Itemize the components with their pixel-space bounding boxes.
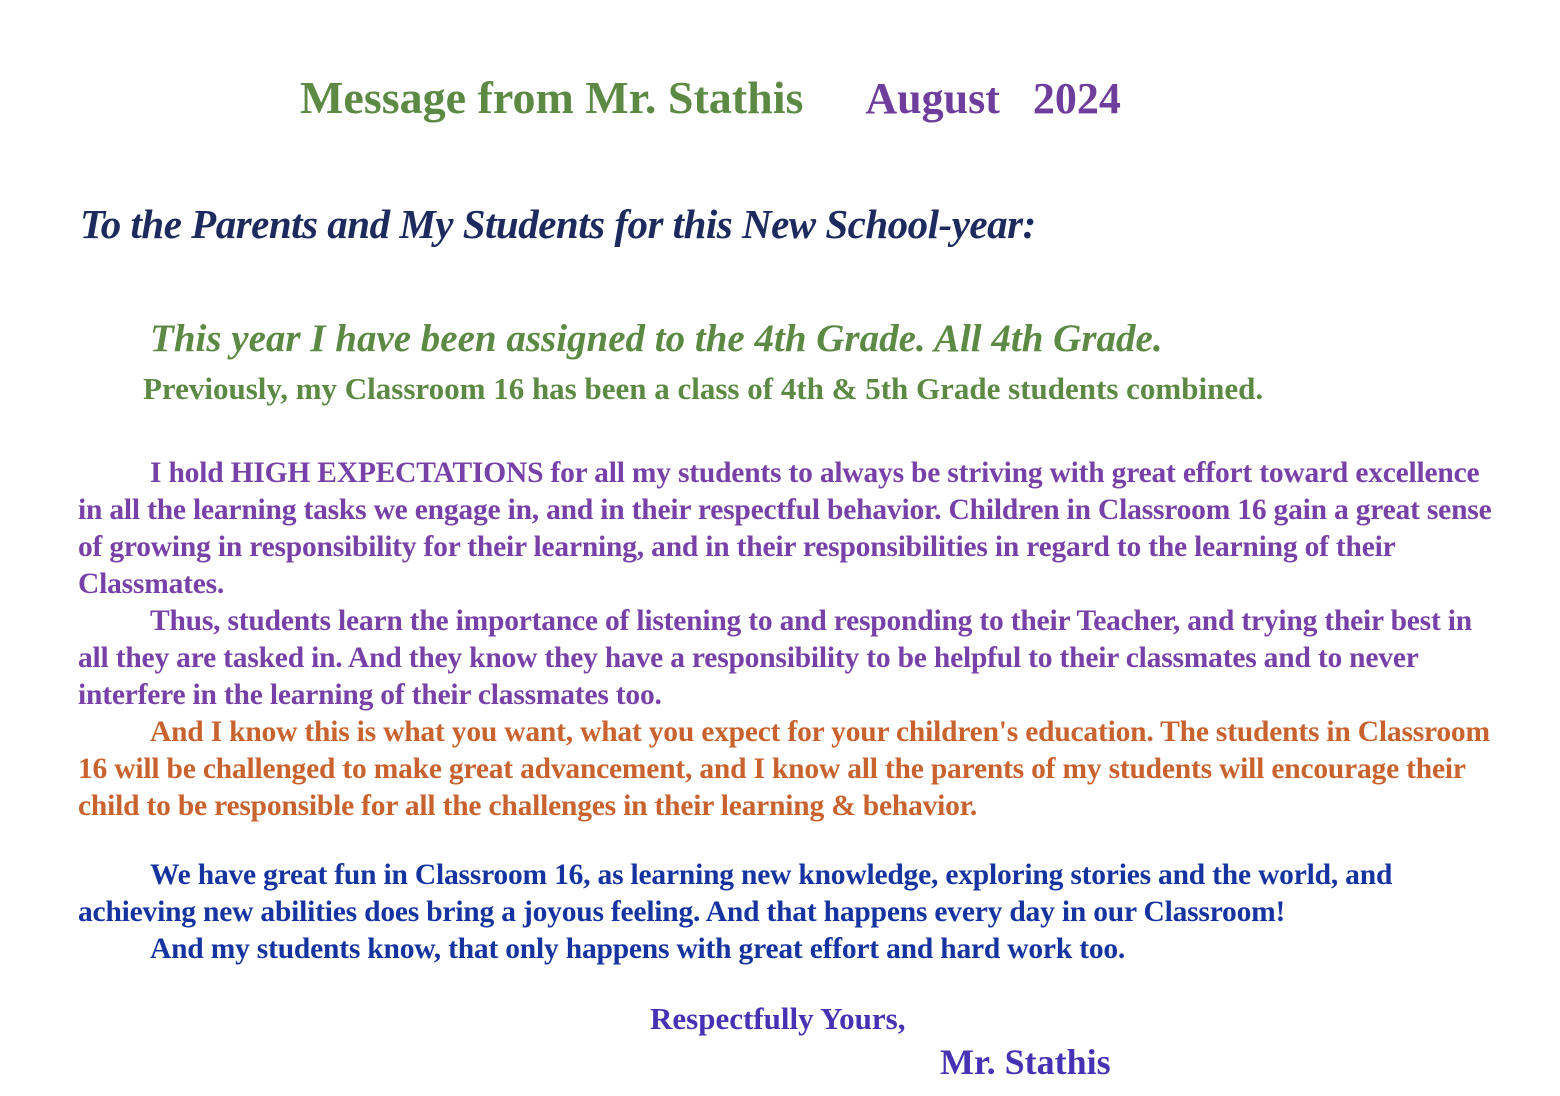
document-date: August 2024 — [865, 74, 1121, 123]
paragraph-classroom-fun: We have great fun in Classroom 16, as learning new knowledge, exploring stories and the world, and achieving new abilities does bring a joyous feeling. And that happens every day in our Classroom! — [78, 859, 1393, 928]
assignment-emphasis-line: This year I have been assigned to the 4th Grade. All 4th Grade. — [150, 317, 1163, 360]
paragraph-high-expectations: I hold HIGH EXPECTATIONS for all my students to always be striving with great effort toward excellence in all the learning tasks we engage in, and in their respectful behavior. Children in Classroom 16 gain a great sense of growing in responsibility for their learning, and in their responsibilities in regard to the learning of their Classmates. — [78, 457, 1492, 600]
signature: Mr. Stathis — [940, 1042, 1111, 1082]
paragraph-listening: Thus, students learn the importance of listening to and responding to their Teacher, and trying their best in all they are tasked in. And they know they have a responsibility to be helpful to their classmates and to never interfere in the learning of their classmates too. — [78, 605, 1472, 711]
document-title: Message from Mr. Stathis — [300, 72, 804, 123]
salutation: To the Parents and My Students for this New School-year: — [80, 201, 1036, 247]
title-row — [0, 0, 1560, 137]
paragraph-challenge: And I know this is what you want, what you expect for your children's education. The students in Classroom 16 will be challenged to make great advancement, and I know all the parents of my students will encourage their child to be responsible for all the challenges in their learning & behavior. — [78, 716, 1490, 822]
valediction: Respectfully Yours, — [650, 1001, 906, 1036]
paragraph-effort: And my students know, that only happens with great effort and hard work too. — [150, 933, 1126, 965]
assignment-detail-line: Previously, my Classroom 16 has been a class of 4th & 5th Grade students combined. — [143, 371, 1264, 406]
